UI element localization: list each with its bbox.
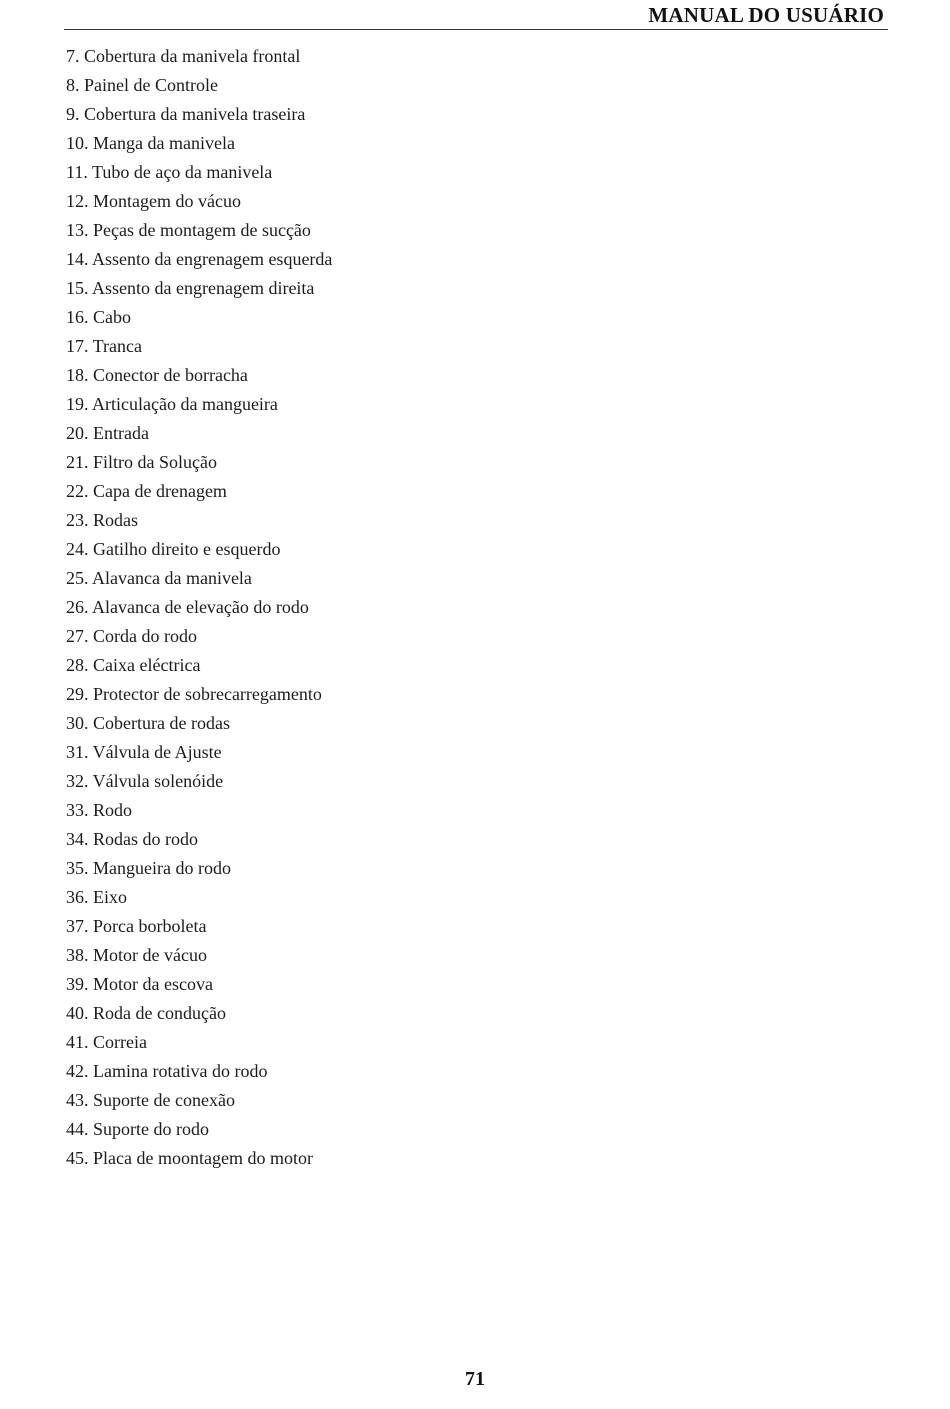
part-item: 13. Peças de montagem de sucção xyxy=(66,220,311,240)
part-item: 8. Painel de Controle xyxy=(66,75,218,95)
page-number: 71 xyxy=(465,1368,485,1390)
part-item: 10. Manga da manivela xyxy=(66,133,235,153)
part-item: 7. Cobertura da manivela frontal xyxy=(66,46,301,66)
part-item: 36. Eixo xyxy=(66,887,127,907)
part-item: 9. Cobertura da manivela traseira xyxy=(66,104,306,124)
parts-list xyxy=(66,42,332,1173)
part-item: 23. Rodas xyxy=(66,510,138,530)
part-item: 31. Válvula de Ajuste xyxy=(66,742,222,762)
part-item: 27. Corda do rodo xyxy=(66,626,197,646)
part-item: 30. Cobertura de rodas xyxy=(66,713,230,733)
part-item: 32. Válvula solenóide xyxy=(66,771,224,791)
part-item: 40. Roda de condução xyxy=(66,1003,226,1023)
part-item: 41. Correia xyxy=(66,1032,147,1052)
page-header xyxy=(64,0,888,30)
part-item: 11. Tubo de aço da manivela xyxy=(66,162,273,182)
part-item: 38. Motor de vácuo xyxy=(66,945,207,965)
part-item: 12. Montagem do vácuo xyxy=(66,191,241,211)
part-item: 19. Articulação da mangueira xyxy=(66,394,278,414)
part-item: 21. Filtro da Solução xyxy=(66,452,217,472)
part-item: 35. Mangueira do rodo xyxy=(66,858,231,878)
part-item: 25. Alavanca da manivela xyxy=(66,568,252,588)
part-item: 22. Capa de drenagem xyxy=(66,481,227,501)
part-item: 44. Suporte do rodo xyxy=(66,1119,209,1139)
part-item: 45. Placa de moontagem do motor xyxy=(66,1148,313,1168)
part-item: 18. Conector de borracha xyxy=(66,365,248,385)
part-item: 14. Assento da engrenagem esquerda xyxy=(66,249,333,269)
part-item: 42. Lamina rotativa do rodo xyxy=(66,1061,268,1081)
part-item: 39. Motor da escova xyxy=(66,974,213,994)
part-item: 34. Rodas do rodo xyxy=(66,829,198,849)
part-item: 15. Assento da engrenagem direita xyxy=(66,278,315,298)
header-title: MANUAL DO USUÁRIO xyxy=(648,3,884,27)
part-item: 33. Rodo xyxy=(66,800,133,820)
part-item: 26. Alavanca de elevação do rodo xyxy=(66,597,309,617)
part-item: 20. Entrada xyxy=(66,423,149,443)
part-item: 24. Gatilho direito e esquerdo xyxy=(66,539,281,559)
part-item: 37. Porca borboleta xyxy=(66,916,207,936)
part-item: 17. Tranca xyxy=(66,336,142,356)
part-item: 29. Protector de sobrecarregamento xyxy=(66,684,322,704)
part-item: 28. Caixa eléctrica xyxy=(66,655,201,675)
part-item: 16. Cabo xyxy=(66,307,131,327)
part-item: 43. Suporte de conexão xyxy=(66,1090,235,1110)
